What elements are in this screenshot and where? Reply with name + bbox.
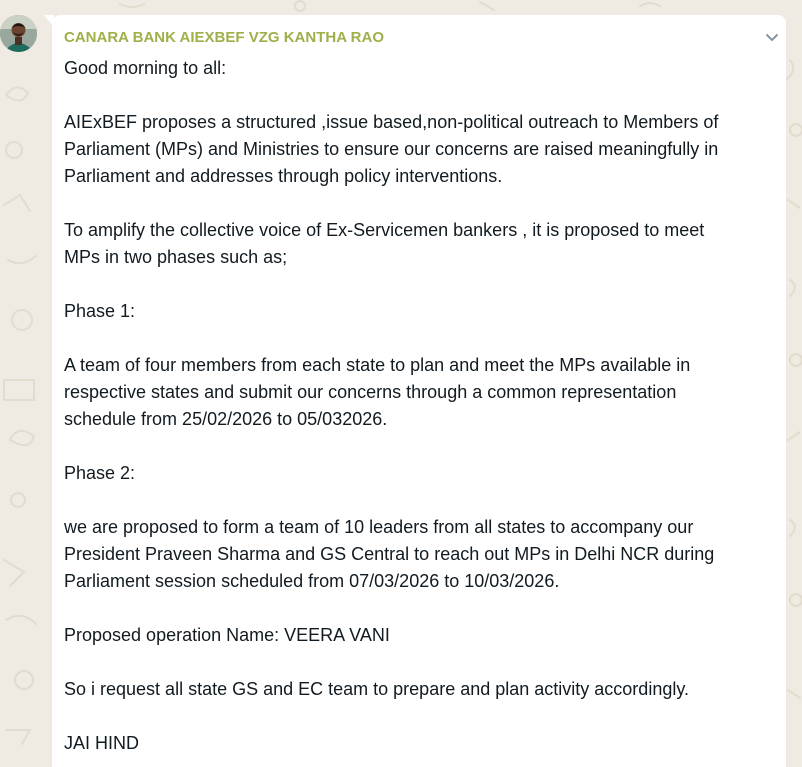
message-paragraph bbox=[64, 352, 776, 433]
message-line: MPs in two phases such as; bbox=[64, 247, 288, 267]
message-line: Proposed operation Name: VEERA VANI bbox=[64, 625, 390, 645]
message-paragraph bbox=[64, 109, 776, 190]
message-paragraph bbox=[64, 730, 776, 757]
message-line: respective states and submit our concerns through a common representation bbox=[64, 382, 677, 402]
message-line: JAI HIND bbox=[64, 733, 140, 753]
message-line: President Praveen Sharma and GS Central to reach out MPs in Delhi NCR during bbox=[64, 544, 715, 564]
message-line: Phase 2: bbox=[64, 463, 136, 483]
message-line: Parliament (MPs) and Ministries to ensure our concerns are raised meaningfully in bbox=[64, 139, 719, 159]
message-line: So i request all state GS and EC team to prepare and plan activity accordingly. bbox=[64, 679, 689, 699]
message-line: A team of four members from each state to plan and meet the MPs available in bbox=[64, 355, 691, 375]
message-line: Parliament and addresses through policy interventions. bbox=[64, 166, 503, 186]
user-photo-avatar-icon bbox=[0, 15, 37, 52]
message-paragraph bbox=[64, 622, 776, 649]
sender-name[interactable]: CANARA BANK AIEXBEF VZG KANTHA RAO bbox=[64, 29, 384, 46]
chevron-down-icon[interactable] bbox=[765, 32, 779, 44]
message-text bbox=[64, 55, 776, 767]
message-line: we are proposed to form a team of 10 leaders from all states to accompany our bbox=[64, 517, 694, 537]
message-line: Good morning to all: bbox=[64, 58, 227, 78]
message-line: To amplify the collective voice of Ex-Servicemen bankers , it is proposed to meet bbox=[64, 220, 705, 240]
message-line: AIExBEF proposes a structured ,issue based,non-political outreach to Members of bbox=[64, 112, 719, 132]
message-paragraph bbox=[64, 298, 776, 325]
message-line: schedule from 25/02/2026 to 05/032026. bbox=[64, 409, 388, 429]
message-paragraph bbox=[64, 460, 776, 487]
message-paragraph bbox=[64, 676, 776, 703]
message-paragraph bbox=[64, 514, 776, 595]
message-paragraph bbox=[64, 217, 776, 271]
message-bubble[interactable] bbox=[52, 15, 786, 767]
sender-avatar[interactable] bbox=[0, 15, 37, 52]
message-line: Phase 1: bbox=[64, 301, 136, 321]
message-line: Parliament session scheduled from 07/03/2026 to 10/03/2026. bbox=[64, 571, 560, 591]
message-paragraph bbox=[64, 55, 776, 82]
